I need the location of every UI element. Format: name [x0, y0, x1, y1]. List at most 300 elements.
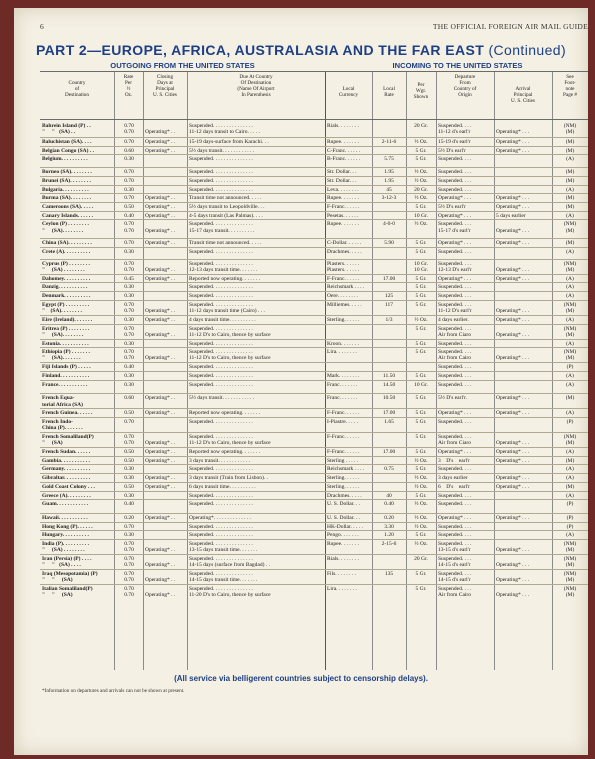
currency-cell: C-Dollar. . . . . .	[327, 240, 362, 247]
weight-cell: ½ Oz.	[414, 139, 428, 145]
part-title-main: PART 2—EUROPE, AFRICA, AUSTRALASIA AND THE FAR EAST	[35, 42, 485, 58]
departure-cell: 3 D's earl'r	[438, 457, 470, 464]
header-currency: Local Currency	[338, 86, 359, 98]
due-cell: Reported now operating. . . . . . .	[189, 410, 261, 417]
arrival-cell: Operating* . . .	[496, 483, 529, 490]
departure-cell: Suspended. . . .	[438, 177, 472, 184]
rate-cell: 0.30	[124, 293, 134, 300]
country-cell: Gold Coast Colony . . .	[42, 483, 95, 490]
footnote-cell: (M)	[565, 483, 575, 490]
closing-cell: Operating* . .	[145, 355, 176, 362]
due-cell: Suspended. . . . . . . . . . . . . . .	[189, 340, 253, 347]
table-row	[40, 347, 588, 363]
currency-cell: F-Franc. . . . . .	[327, 203, 360, 210]
rate-cell: 0.30	[124, 475, 134, 482]
due-cell: 5½ days transit to Leopoldville. . .	[189, 203, 265, 210]
table-row	[40, 247, 588, 257]
footnote-cell: (NM) (M)	[563, 325, 577, 338]
currency-cell: Milliemes. . . . .	[327, 301, 362, 308]
country-cell: Borneo (SA). . . . . . . .	[42, 169, 92, 176]
weight-cell: 5 Gr.	[415, 586, 427, 592]
currency-cell: Mark. . . . . . . .	[327, 372, 360, 379]
arrival-cell: Operating* . . .	[496, 592, 529, 599]
country-cell: Burma (SA). . . . . . . .	[42, 195, 92, 202]
footnote-cell: (NM) (M)	[563, 586, 577, 599]
local-rate-cell: 1.95	[384, 177, 394, 184]
rate-cell: 0.70 0.70	[124, 586, 134, 599]
country-cell: Brunei (SA). . . . . . . .	[42, 177, 91, 184]
footnote-cell: (P)	[566, 364, 574, 371]
country-cell: India (P). . . . . . . . . . " (SA) . . . . . . . .	[42, 541, 90, 554]
footnote-cell: (NM) (M)	[563, 221, 577, 234]
departure-cell: Operating* . . .	[438, 195, 471, 202]
footnote-cell: (A)	[566, 466, 574, 473]
footnote-cell: (P)	[566, 514, 574, 521]
currency-cell: Leva. . . . . . . .	[327, 186, 359, 193]
country-cell: Danzig. . . . . . . . . . .	[42, 284, 88, 291]
due-cell: Reported now operating. . . . . . .	[189, 449, 261, 455]
rate-cell: 0.70	[124, 195, 134, 202]
country-cell: Eire (Ireland). . . . . . .	[42, 316, 93, 323]
rate-cell: 0.50	[124, 449, 134, 455]
weight-cell: ½ Oz.	[414, 541, 428, 547]
local-rate-cell: 1/3	[385, 316, 393, 323]
footnote-cell: (NM) (M)	[563, 571, 577, 584]
currency-cell: C-Franc. . . . . .	[327, 147, 361, 154]
footnote-cell: (A)	[566, 249, 574, 255]
rate-cell: 0.70 0.70	[124, 541, 134, 554]
departure-cell: Suspended. . . . 15-17 d's earl'r	[438, 221, 472, 234]
local-rate-cell: 0.20	[384, 514, 394, 521]
footnote-cell: (A)	[566, 156, 574, 163]
due-cell: Suspended. . . . . . . . . . . . . . .	[189, 177, 253, 184]
footnote-cell: (A)	[566, 372, 574, 379]
footnote-cell: (A)	[566, 340, 574, 347]
weight-cell: 5 Gr.	[415, 240, 427, 247]
departure-cell: 4 days earlier.	[438, 316, 469, 323]
departure-cell: Operating* . . .	[438, 410, 471, 417]
departure-cell: Suspended. . . .	[438, 532, 472, 539]
footnote-cell: (M)	[565, 240, 575, 247]
closing-cell: Operating* . .	[145, 129, 176, 136]
weight-cell: 5 Gr.	[415, 434, 427, 440]
rate-cell: 0.70 0.70	[124, 349, 134, 362]
weight-cell: 5 Gr.	[415, 410, 427, 417]
currency-cell: Reichsmark . . . .	[327, 466, 365, 473]
closing-cell: Operating* . .	[145, 475, 176, 482]
currency-cell: HK-Dollar. . . . .	[327, 523, 363, 530]
closing-cell: Operating* . .	[145, 577, 176, 584]
arrival-cell: Operating* . . .	[496, 147, 529, 154]
local-rate-cell: 2-11-6	[381, 139, 397, 145]
due-cell: Suspended. . . . . . . . . . . . . . .	[189, 169, 253, 176]
country-cell: French Somaliland(P) " (SA)	[42, 434, 94, 447]
running-title: THE OFFICIAL FOREIGN AIR MAIL GUIDE	[432, 22, 588, 31]
closing-cell: Operating* . .	[145, 449, 176, 455]
weight-cell: 5 Gr.	[415, 532, 427, 539]
header-local-rate: Local Rate	[383, 86, 395, 98]
currency-cell: F-Franc. . . . . .	[327, 275, 360, 282]
rate-cell: 0.70	[124, 139, 134, 145]
rate-cell: 0.40	[124, 212, 134, 219]
currency-cell: F-Franc. . . . . .	[327, 410, 360, 417]
due-cell: 6 days transit time. . . . . . . . . .	[189, 483, 256, 490]
due-cell: Suspended. . . . . . . . . . . . . . .	[189, 372, 253, 379]
country-cell: Greece (A). . . . . . . . .	[42, 492, 91, 499]
running-header	[40, 22, 588, 34]
due-cell: Transit time not announced. . . . .	[189, 195, 262, 202]
country-cell: Hong Kong (P). . . . . .	[42, 523, 93, 530]
country-cell: Cyprus (P) . . . . . . . . " (SA) . . . . . . . .	[42, 260, 90, 273]
due-cell: Suspended. . . . . . . . . . . . . . . 11-12 D's to Cairo, thence by surface	[189, 325, 271, 338]
weight-cell: 5 Gr.	[415, 340, 427, 347]
rate-cell: 0.70 0.70	[124, 325, 134, 338]
table-row	[40, 259, 588, 275]
rate-cell: 0.70	[124, 523, 134, 530]
local-rate-cell: 11.50	[382, 372, 396, 379]
footnote-cell: (NM) (M)	[563, 434, 577, 447]
currency-cell: Pengo. . . . . . .	[327, 532, 359, 539]
currency-cell: Drachmes. . . . .	[327, 249, 362, 255]
header-arrival: Arrival Principal U. S. Cities	[511, 86, 535, 104]
arrival-cell: Operating* . . .	[496, 316, 529, 323]
arrival-cell: Operating* . . .	[496, 577, 529, 584]
departure-cell: Suspended. . . .	[438, 249, 472, 255]
due-cell: Suspended. . . . . . . . . . . . . . .	[189, 381, 253, 388]
country-cell: Denmark. . . . . . . . . .	[42, 293, 91, 300]
due-cell: Suspended. . . . . . . . . . . . . . . 11-20 D's to Cairo, thence by surface	[189, 586, 271, 599]
currency-cell: Sterling . . . . .	[327, 457, 359, 464]
rate-cell: 0.30	[124, 284, 134, 291]
table-row	[40, 154, 588, 164]
currency-cell: Sterling. . . . . .	[327, 483, 360, 490]
table-row	[40, 584, 588, 600]
part-title-continued: (Continued)	[488, 42, 567, 58]
local-rate-cell: 45	[386, 186, 392, 193]
currency-cell: Rupee. . . . . . .	[327, 195, 359, 202]
local-rate-cell: 5.75	[384, 156, 394, 163]
due-cell: Suspended. . . . . . . . . . . . . . .	[189, 186, 253, 193]
departure-cell: Operating* . . .	[438, 275, 471, 282]
rate-cell: 0.70	[124, 177, 134, 184]
departure-cell: 5½ D's earl'r	[438, 147, 466, 154]
country-cell: Estonia. . . . . . . . . . .	[42, 340, 89, 347]
currency-cell: Kroon. . . . . . .	[327, 340, 359, 347]
footnote-cell: (A)	[566, 475, 574, 482]
footnote-cell: (P)	[566, 419, 574, 425]
departure-cell: Suspended. . . .	[438, 419, 472, 425]
rate-cell: 0.30	[124, 156, 134, 163]
table-row	[40, 324, 588, 340]
departure-cell: Suspended. . . . 14-15 d's earl'r	[438, 556, 472, 569]
departure-cell: Suspended. . . .	[438, 372, 472, 379]
due-cell: Suspended. . . . . . . . . . . . . . . 14-15 days (surface from Bagdad) . .	[189, 556, 270, 569]
closing-cell: Operating* . .	[145, 457, 176, 464]
currency-cell: Rials. . . . . . . .	[327, 123, 359, 129]
weight-cell: 5 Gr.	[415, 275, 427, 282]
outgoing-heading: OUTGOING FROM THE UNITED STATES	[110, 61, 255, 70]
closing-cell: Operating* . .	[145, 147, 176, 154]
weight-cell: 5 Gr.	[415, 349, 427, 356]
departure-cell: Suspended. . . .	[438, 284, 472, 291]
departure-cell: Operating* . . .	[438, 212, 471, 219]
currency-cell: Rials. . . . . . . .	[327, 556, 359, 562]
footnote-cell: (P)	[566, 523, 574, 530]
closing-cell: Operating* . .	[145, 395, 176, 402]
country-cell: Fiji Islands (P) . . . . .	[42, 364, 91, 371]
header-country: Country of Destination	[65, 80, 89, 98]
currency-cell: Franc. . . . . . .	[327, 381, 358, 388]
arrival-cell: Operating* . . .	[496, 129, 529, 136]
weight-cell: 5 Gr.	[415, 203, 427, 210]
footnote-cell: (M)	[565, 169, 575, 176]
country-cell: Eritrea (P) . . . . . . . . " (SA). . . . . . . .	[42, 325, 90, 338]
currency-cell: Pesetas. . . . . .	[327, 212, 359, 219]
country-cell: French Indo- China (P). . . . . . .	[42, 419, 83, 432]
footnote-cell: (NM) (M)	[563, 541, 577, 554]
weight-cell: 5 Gr.	[415, 372, 427, 379]
table-row	[40, 569, 588, 585]
footnote-cell: (M)	[565, 139, 575, 145]
rate-cell: 0.60	[124, 395, 134, 402]
currency-cell: B-Franc. . . . . .	[327, 156, 361, 163]
due-cell: Suspended. . . . . . . . . . . . . . .	[189, 293, 253, 300]
local-rate-cell: 4-0-0	[383, 221, 395, 228]
footnote-cell: (NM) (M)	[563, 123, 577, 136]
departure-cell: Suspended. . . .	[438, 523, 472, 530]
due-cell: Suspended. . . . . . . . . . . . . . .	[189, 364, 253, 371]
local-rate-cell: 1.95	[384, 169, 394, 176]
due-cell: Reported now operating. . . . . . .	[189, 275, 261, 282]
local-rate-cell: 0.75	[384, 466, 394, 473]
weight-cell: 5 Gr.	[415, 156, 427, 163]
part-title	[14, 42, 588, 58]
rate-cell: 0.70	[124, 240, 134, 247]
rate-cell: 0.40	[124, 364, 134, 371]
table-row	[40, 393, 588, 409]
weight-cell: 10 Gr. 10 Gr.	[414, 260, 428, 273]
country-cell: Hungary. . . . . . . . . .	[42, 532, 89, 539]
header-closing: Closing Days at Principal U. S. Cities	[153, 74, 177, 98]
due-cell: 4-5 days transit (Las Palmas). . . .	[189, 212, 263, 219]
closing-cell: Operating* . .	[145, 440, 176, 447]
departure-cell: Suspended. . . . 14-15 d's earl'r	[438, 571, 472, 584]
currency-cell: Franc. . . . . . .	[327, 395, 358, 402]
due-cell: 3 days transit. . . . . . . . . . . .	[189, 457, 250, 464]
weight-cell: 5 Gr.	[415, 395, 427, 402]
arrival-cell: Operating* . . .	[496, 240, 529, 247]
rate-cell: 0.30	[124, 532, 134, 539]
weight-cell: 5 Gr.	[415, 492, 427, 499]
departure-cell: 3 days earlier	[438, 475, 468, 482]
rate-cell: 0.30	[124, 340, 134, 347]
closing-cell: Operating* . .	[145, 139, 176, 145]
rate-cell: 0.30	[124, 186, 134, 193]
closing-cell: Operating* . .	[145, 562, 176, 569]
currency-cell: Piasters. . . . . . Piasters. . . . . .	[327, 260, 360, 273]
weight-cell: 10 Gr.	[414, 212, 428, 219]
arrival-cell: Operating* . . .	[496, 266, 529, 273]
due-cell: Suspended. . . . . . . . . . . . . . . 15-17 days transit. . . . . . . . . .	[189, 221, 255, 234]
table-row	[40, 300, 588, 316]
departure-cell: Suspended. . . .	[438, 381, 472, 388]
due-cell: Suspended. . . . . . . . . . . . . . . 14-15 days transit time. . . . . . .	[189, 571, 258, 584]
local-rate-cell: 10.50	[382, 395, 396, 402]
weight-cell: ½ Oz.	[414, 457, 428, 464]
rate-cell: 0.50	[124, 457, 134, 464]
arrival-cell: Operating* . . .	[496, 331, 529, 338]
due-cell: Suspended. . . . . . . . . . . . . . . 13-15 days transit time. . . . . . .	[189, 541, 258, 554]
closing-cell: Operating* . .	[145, 240, 176, 247]
departure-cell: Suspended. . . .	[438, 501, 472, 508]
country-cell: Cameroons (SA). . . . .	[42, 203, 94, 210]
footnote-cell: (A)	[566, 410, 574, 417]
departure-cell: Suspended. . . . 13-15 d's earl'r	[438, 541, 472, 554]
departure-cell: Suspended. . . .	[438, 156, 472, 163]
table-row	[40, 499, 588, 509]
header-rate: Rate Per ½ Oz.	[123, 74, 134, 98]
due-cell: Suspended. . . . . . . . . . . . . . .	[189, 523, 253, 530]
closing-cell: Operating* . .	[145, 316, 176, 323]
arrival-cell: Operating* . . .	[496, 457, 529, 464]
due-cell: 15-19 days-surface from Karachi. . .	[189, 139, 269, 145]
weight-cell: ½ Oz.	[414, 195, 428, 202]
departure-cell: Operating* . . .	[438, 514, 471, 521]
footnote-cell: (NM) (M)	[563, 260, 577, 273]
arrival-cell: Operating* . . .	[496, 449, 529, 455]
local-rate-cell: 1.65	[384, 419, 394, 425]
local-rate-cell: 125	[384, 293, 394, 300]
rate-cell: 0.70 0.70	[124, 571, 134, 584]
rate-cell: 0.30	[124, 372, 134, 379]
table-row	[40, 122, 588, 137]
departure-cell: Suspended. . . . 11-12 d's earl'r	[438, 123, 472, 136]
arrival-cell: Operating* . . .	[496, 227, 529, 234]
country-cell: Iraq (Mesopotamia) (P) " " (SA)	[42, 571, 98, 584]
currency-cell: Rupee. . . . . . .	[327, 541, 359, 547]
currency-cell: U. S. Dollar. . .	[327, 514, 361, 521]
local-rate-cell: 17.00	[382, 410, 396, 417]
weight-cell: ½ Oz.	[414, 483, 428, 490]
arrival-cell: Operating* . . .	[496, 203, 529, 210]
currency-cell: Sterling. . . . . .	[327, 475, 360, 482]
closing-cell: Operating* . .	[145, 212, 176, 219]
country-cell: French Equa- torial Africa (SA)	[42, 395, 83, 408]
weight-cell: 20 Gr.	[414, 123, 428, 129]
footnote-cell: (A)	[566, 284, 574, 291]
arrival-cell: 5 days earlier	[496, 212, 526, 219]
weight-cell: 10 Gr.	[414, 381, 428, 388]
local-rate-cell: 3.30	[384, 523, 394, 530]
due-cell: Suspended. . . . . . . . . . . . . . . 11-12 D's to Cairo, thence by surface	[189, 434, 271, 447]
weight-cell: 5 Gr.	[415, 466, 427, 473]
weight-cell: ½ Oz.	[414, 475, 428, 482]
country-cell: China (SA). . . . . . . . .	[42, 240, 92, 247]
weight-cell: 5 Gr.	[415, 293, 427, 300]
local-rate-cell: 1.20	[384, 532, 394, 539]
currency-cell: I-Piastre. . . . .	[327, 419, 359, 425]
local-rate-cell: 40	[386, 492, 392, 499]
departure-cell: Suspended. . . . Air from Cairo	[438, 349, 472, 362]
footnote-cell: (NM) (M)	[563, 556, 577, 569]
rate-cell: 0.70 0.70	[124, 123, 134, 136]
rate-cell: 0.70	[124, 419, 134, 425]
air-mail-table	[40, 71, 588, 670]
local-rate-cell: 117	[384, 301, 394, 308]
footnote-cell: (A)	[566, 492, 574, 499]
due-cell: 5½ days transit. . . . . . . . . . . .	[189, 395, 255, 402]
due-cell: 4 days transit time. . . . . . . . . .	[189, 316, 256, 323]
weight-cell: ½ Oz.	[414, 501, 428, 508]
header-departure: Departure From Country of Origin	[453, 74, 477, 98]
closing-cell: Operating* . .	[145, 514, 176, 521]
rate-cell: 0.50	[124, 203, 134, 210]
departure-cell: Operating* . . .	[438, 240, 471, 247]
local-rate-cell: 17.00	[382, 449, 396, 455]
table-row	[40, 417, 588, 433]
departure-cell: Suspended. . . .	[438, 169, 472, 176]
rate-cell: 0.70 0.70	[124, 434, 134, 447]
rate-cell: 0.70 0.70	[124, 301, 134, 315]
weight-cell: 5 Gr.	[415, 325, 427, 332]
due-cell: 3 days transit (Train from Lisbon). .	[189, 475, 268, 482]
currency-cell: Str. Dollar. . .	[327, 177, 357, 184]
due-cell: Suspended. . . . . . . . . . . . . . .	[189, 532, 253, 539]
arrival-cell: Operating* . . .	[496, 355, 529, 362]
rate-cell: 0.30	[124, 466, 134, 473]
weight-cell: ½ Oz.	[414, 221, 428, 228]
footnote-cell: (A)	[566, 186, 574, 193]
arrival-cell: Operating* . . .	[496, 410, 529, 417]
closing-cell: Operating* . .	[145, 195, 176, 202]
currency-cell: Lira. . . . . . . .	[327, 586, 357, 592]
due-cell: Operating*. . . . . . . . . . . . . .	[189, 514, 251, 521]
censorship-banner: (All service via belligerent countries subject to censorship delays).	[174, 674, 428, 683]
arrival-cell: Operating* . . .	[496, 395, 529, 402]
country-cell: Iran (Persia) (P) . . . . " " (SA) . . . .	[42, 556, 92, 569]
guide-page	[14, 8, 588, 755]
country-cell: Belgium. . . . . . . . . .	[42, 156, 88, 163]
country-cell: Egypt (P) . . . . . . . . . " (SA). . . . . . . .	[42, 301, 90, 315]
footnote-cell: (A)	[566, 532, 574, 539]
closing-cell: Operating* . .	[145, 547, 176, 554]
rate-cell: 0.30	[124, 249, 134, 255]
closing-cell: Operating* . .	[145, 275, 176, 282]
departure-cell: Suspended. . . . 11-12 D's earl'r	[438, 301, 472, 315]
footnote: *Information on departures and arrivals can not be shown at present.	[42, 688, 185, 694]
closing-cell: Operating* . .	[145, 308, 176, 315]
weight-cell: ½ Oz.	[414, 316, 428, 323]
country-cell: Dahomey. . . . . . . . . .	[42, 275, 91, 282]
footnote-cell: (M)	[565, 177, 575, 184]
currency-cell: Drachmes. . . . .	[327, 492, 362, 499]
rate-cell: 0.50	[124, 410, 134, 417]
country-cell: Hawaii. . . . . . . . . . .	[42, 514, 88, 521]
departure-cell: Suspended. . . .	[438, 293, 472, 300]
departure-cell: Suspended. . . . Air from Ciaro	[438, 325, 472, 338]
due-cell: 5½ days transit. . . . . . . . . . . .	[189, 147, 255, 154]
local-rate-cell: 17.00	[382, 275, 396, 282]
country-cell: Baluchistan (SA). . . .	[42, 139, 92, 145]
weight-cell: 20 Gr.	[414, 186, 428, 193]
country-cell: Crete (A). . . . . . . . . .	[42, 249, 91, 255]
header-due: Due At Country Of Destination (Name Of Airport In Parenthesis	[237, 74, 275, 98]
departure-cell: 6 D's earl'r	[438, 483, 470, 490]
country-cell: Ethiopia (P) . . . . . . . " (SA). . . . . . .	[42, 349, 90, 362]
arrival-cell: Operating* . . .	[496, 547, 529, 554]
country-cell: Finland. . . . . . . . . . .	[42, 372, 90, 379]
rate-cell: 0.30	[124, 316, 134, 323]
